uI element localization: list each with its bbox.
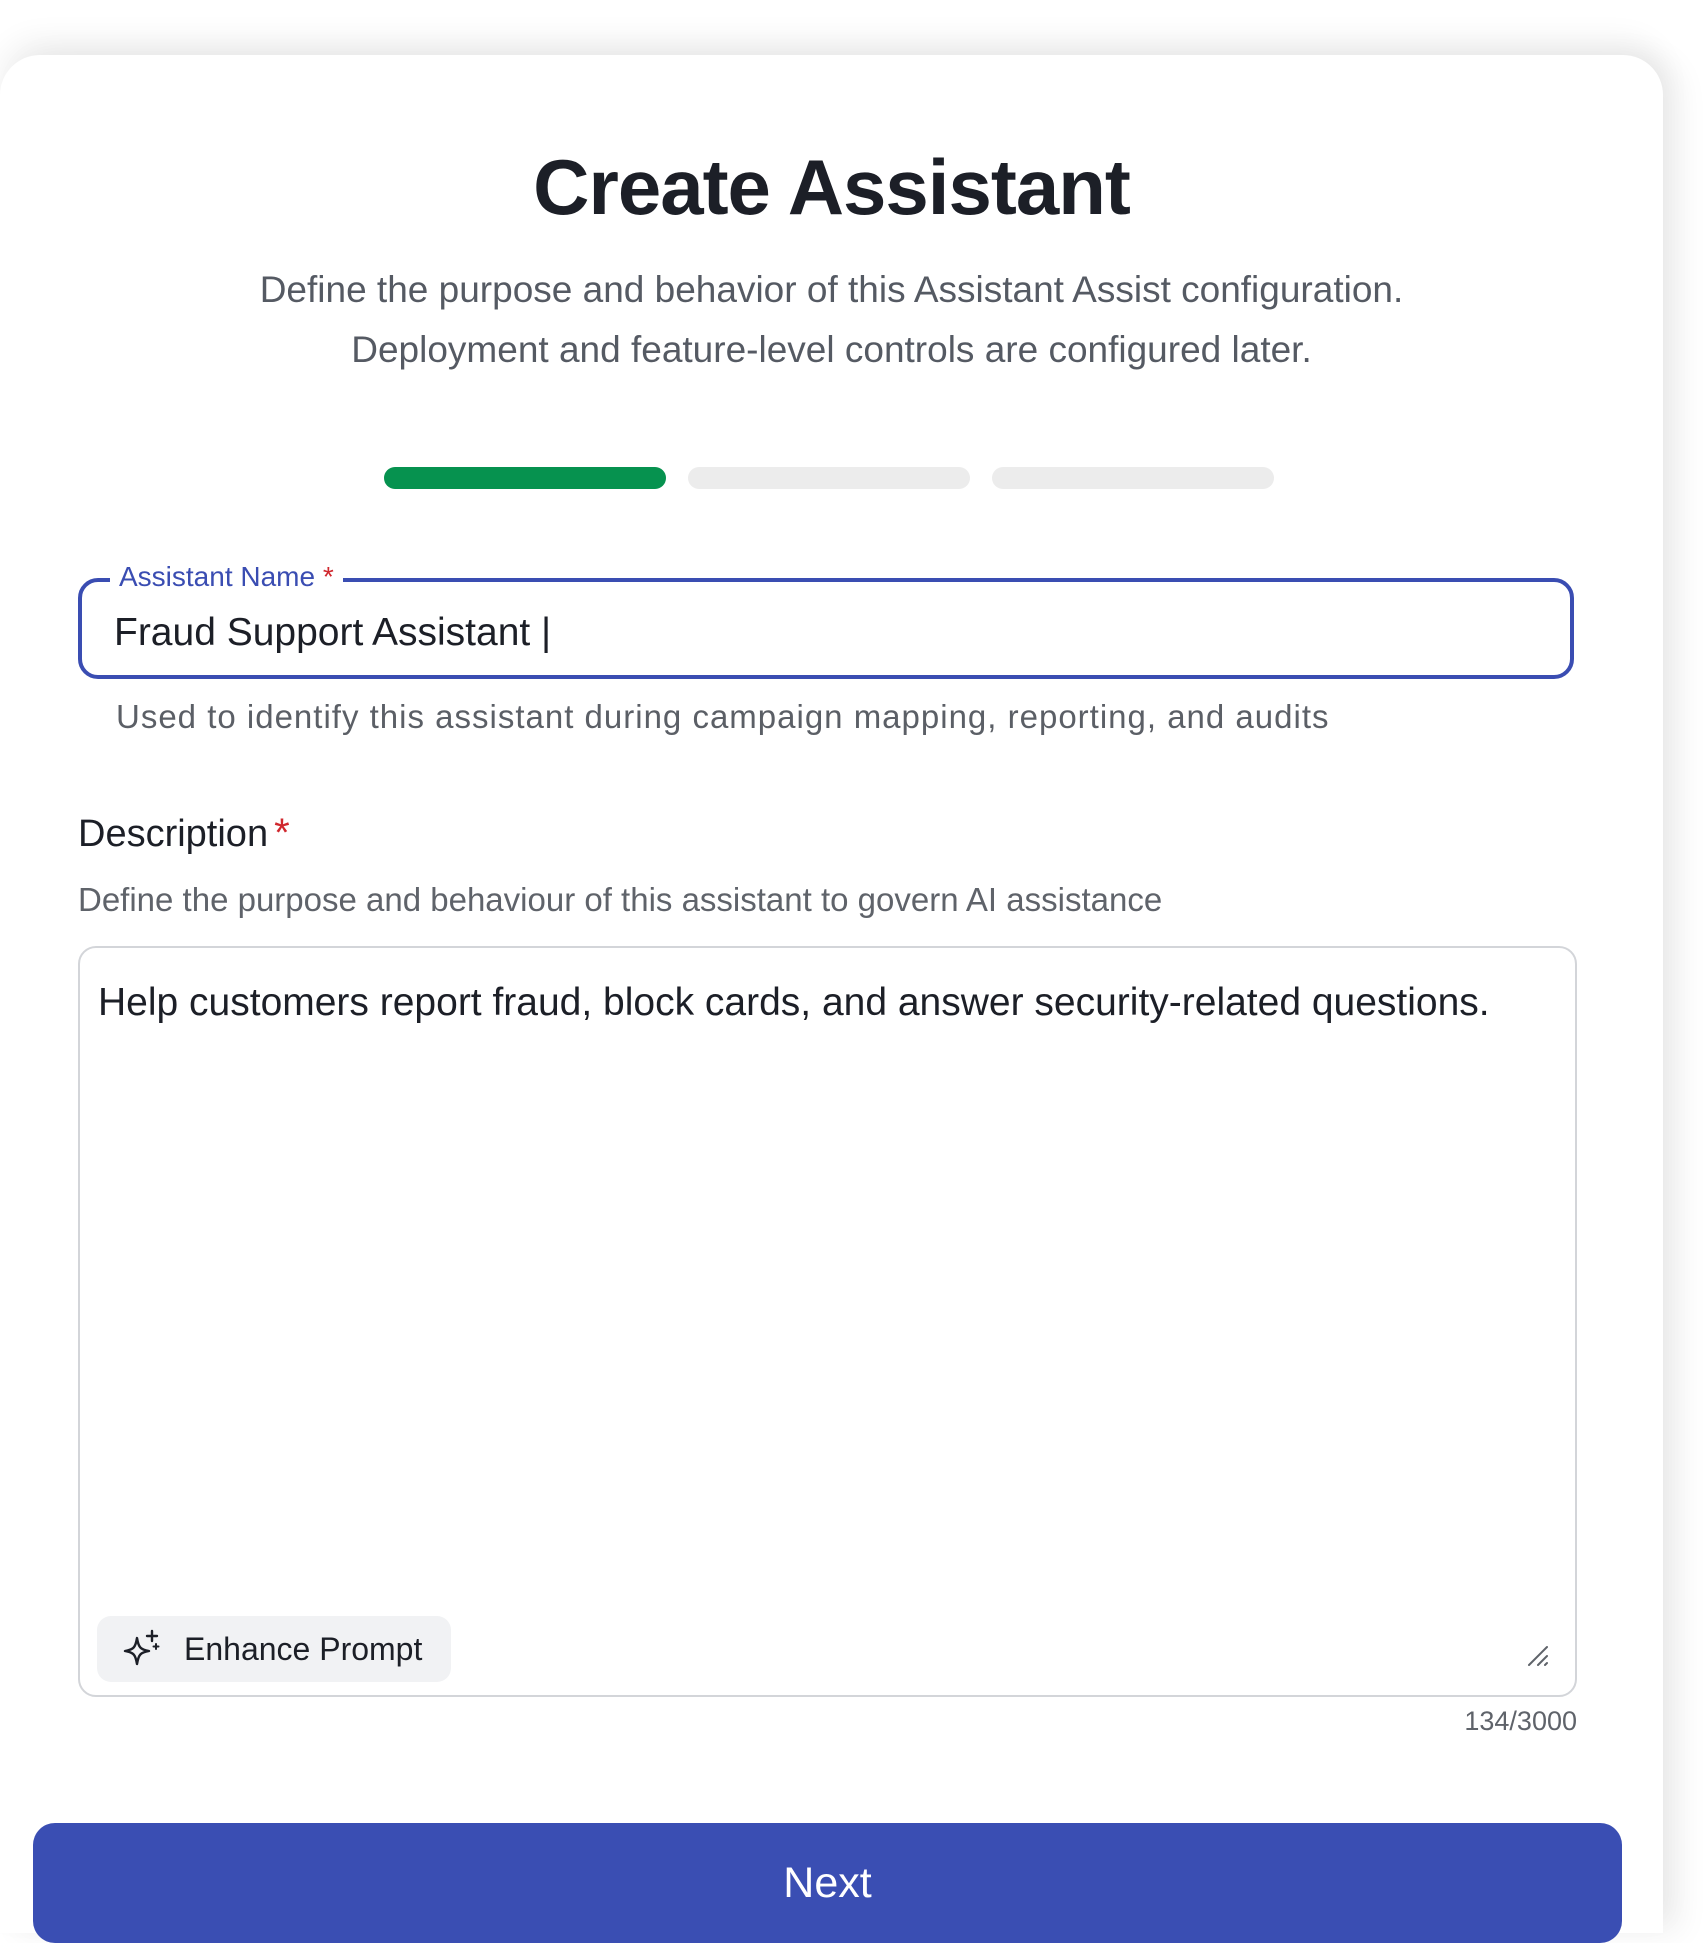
progress-step-3 xyxy=(992,467,1274,489)
progress-step-1 xyxy=(384,467,666,489)
enhance-prompt-label: Enhance Prompt xyxy=(184,1631,423,1667)
resize-handle-icon[interactable] xyxy=(1525,1643,1549,1667)
character-counter: 134/3000 xyxy=(1464,1706,1577,1736)
create-assistant-card xyxy=(0,55,1663,1933)
required-asterisk: * xyxy=(322,561,334,592)
page-subtitle-line-1: Define the purpose and behavior of this Assistant Assist configuration. xyxy=(259,269,1404,310)
description-field[interactable] xyxy=(78,946,1577,1697)
next-button[interactable]: Next xyxy=(33,1823,1622,1943)
assistant-name-label xyxy=(110,557,343,597)
enhance-prompt-button[interactable] xyxy=(97,1616,451,1682)
description-hint: Define the purpose and behaviour of this assistant to govern AI assistance xyxy=(78,881,1163,918)
assistant-name-input[interactable] xyxy=(114,610,1514,656)
assistant-name-helper-text: Used to identify this assistant during campaign mapping, reporting, and audits xyxy=(116,698,1330,735)
progress-step-2 xyxy=(688,467,970,489)
description-label xyxy=(78,809,290,858)
page-subtitle-line-2: Deployment and feature-level controls are configured later. xyxy=(351,329,1312,370)
progress-step-1-fill xyxy=(384,467,666,489)
required-asterisk: * xyxy=(274,811,290,855)
description-label-text: Description xyxy=(78,813,269,855)
sparkle-icon xyxy=(119,1628,163,1672)
assistant-name-label-text: Assistant Name xyxy=(119,561,316,592)
description-textarea[interactable] xyxy=(98,970,1518,1490)
page-title: Create Assistant xyxy=(533,143,1130,231)
assistant-name-field[interactable] xyxy=(78,561,1574,679)
